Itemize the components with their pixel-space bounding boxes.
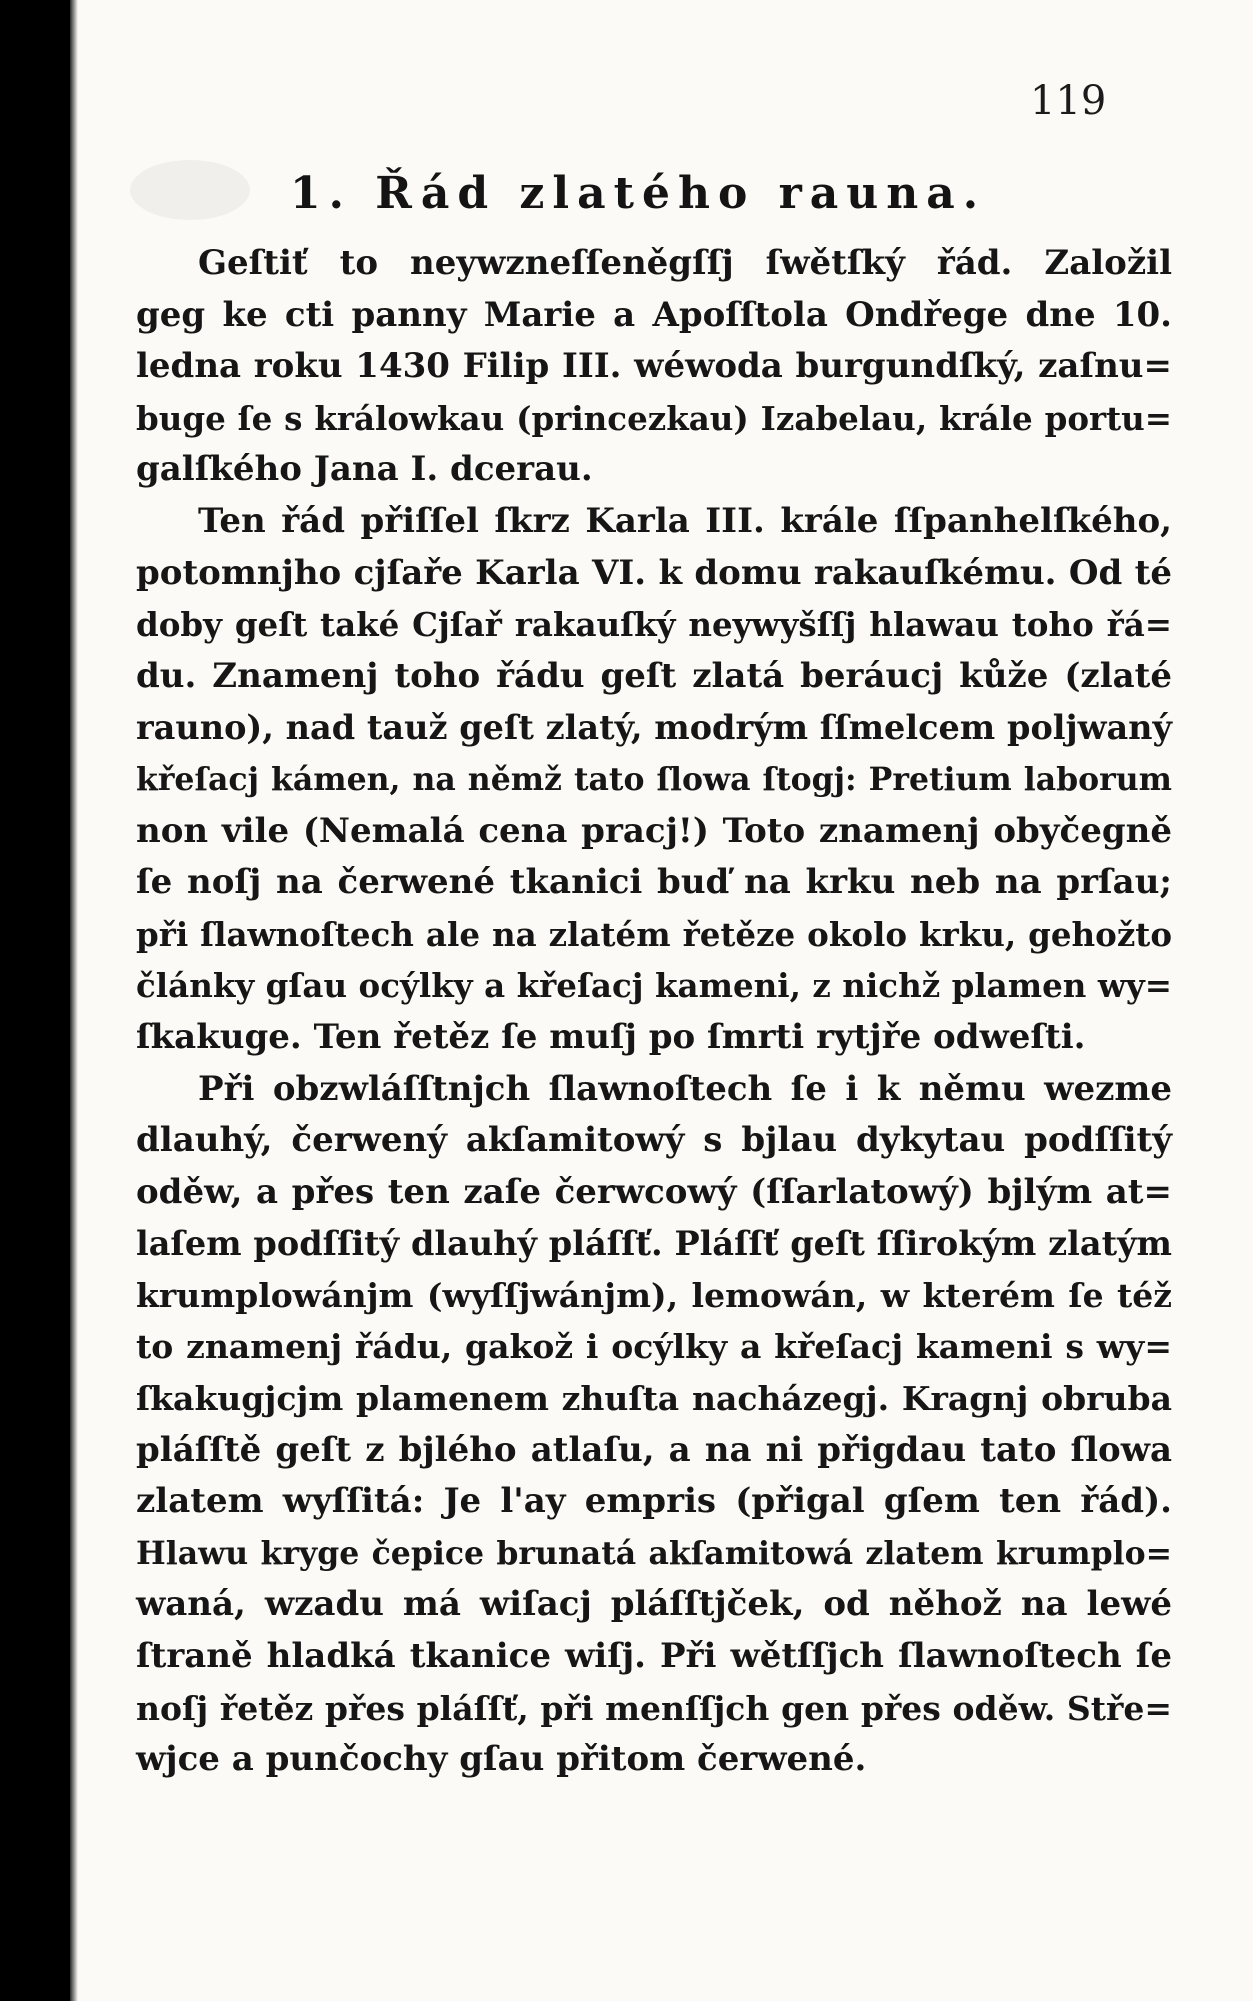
text-line: rauno), nad tauž geſt zlatý, modrým ſſmelcem poljwaný xyxy=(136,708,1172,748)
page-smudge xyxy=(130,160,250,220)
text-line: doby geſt také Cjſař rakauſký neywyšſſj hlawau toho řá= xyxy=(136,605,1172,645)
text-line: křeſacj kámen, na němž tato ſlowa ſtogj: Pretium laborum xyxy=(136,760,1172,798)
text-line: oděw, a přes ten zaſe čerwcowý (ſſarlatowý) bjlým at= xyxy=(136,1171,1172,1212)
text-line: ſkakuge. Ten řetěz ſe muſj po ſmrti rytjře odweſti. xyxy=(136,1016,1086,1057)
text-line: pláſſtě geſt z bjlého atlaſu, a na ni přigdau tato ſlowa xyxy=(136,1429,1172,1470)
text-line: du. Znamenj toho řádu geſt zlatá beráucj kůže (zlaté xyxy=(136,655,1172,696)
text-line: články gſau ocýlky a křeſacj kameni, z nichž plamen wy= xyxy=(136,966,1172,1006)
chapter-title: 1. Řád zlatého rauna. xyxy=(290,168,987,219)
text-line: Při obzwláſſtnjch ſlawnoſtech ſe i k němu wezme xyxy=(198,1068,1172,1109)
text-line: Geſtiť to neywzneſſeněgſſj ſwětſký řád. Založil xyxy=(198,243,1172,283)
text-line: Hlawu kryge čepice brunatá akſamitowá zlatem krumplo= xyxy=(136,1534,1172,1572)
text-line: krumplowánjm (wyſſjwánjm), lemowán, w kterém ſe též xyxy=(136,1275,1172,1315)
text-line: to znamenj řádu, gakož i ocýlky a křeſacj kameni s wy= xyxy=(136,1327,1172,1367)
text-line: ſkakugjcjm plamenem zhuſta nacházegj. Kragnj obruba xyxy=(136,1379,1172,1419)
text-line: ſtraně hladká tkanice wiſj. Při wětſſjch ſlawnoſtech ſe xyxy=(136,1636,1172,1677)
text-line: potomnjho cjſaře Karla VI. k domu rakauſkému. Od té xyxy=(136,552,1172,593)
text-line: waná, wzadu má wiſacj pláſſtjček, od něhož na lewé xyxy=(136,1584,1172,1625)
text-line: laſem podſſitý dlauhý pláſſť. Pláſſť geſt ſſirokým zlatým xyxy=(136,1224,1172,1264)
text-line: buge ſe s králowkau (princezkau) Izabelau, krále portu= xyxy=(136,398,1172,438)
text-line: galſkého Jana I. dcerau. xyxy=(136,449,593,490)
text-line: zlatem wyſſitá: Je l'ay empris (přigal gſem ten řád). xyxy=(136,1481,1172,1522)
page-number: 119 xyxy=(1030,78,1107,124)
text-line: dlauhý, čerwený akſamitowý s bjlau dykytau podſſitý xyxy=(136,1120,1172,1161)
text-line: při ſlawnoſtech ale na zlatém řetěze okolo krku, gehožto xyxy=(136,914,1172,954)
text-line: ſe noſj na čerwené tkanici buď na krku neb na prſau; xyxy=(136,862,1172,903)
text-line: wjce a punčochy gſau přitom čerwené. xyxy=(136,1739,867,1780)
body-text xyxy=(136,238,1172,1786)
book-page xyxy=(70,0,1253,2001)
text-line: Ten řád přiſſel ſkrz Karla III. krále ſſpanhelſkého, xyxy=(198,500,1172,541)
text-line: ledna roku 1430 Filip III. wéwoda burgundſký, zaſnu= xyxy=(136,346,1172,387)
text-line: noſj řetěz přes pláſſť, při menſſjch gen přes oděw. Stře= xyxy=(136,1688,1172,1728)
text-line: geg ke cti panny Marie a Apoſſtola Ondřege dne 10. xyxy=(136,294,1172,335)
text-line: non vile (Nemalá cena pracj!) Toto znamenj obyčegně xyxy=(136,810,1172,851)
